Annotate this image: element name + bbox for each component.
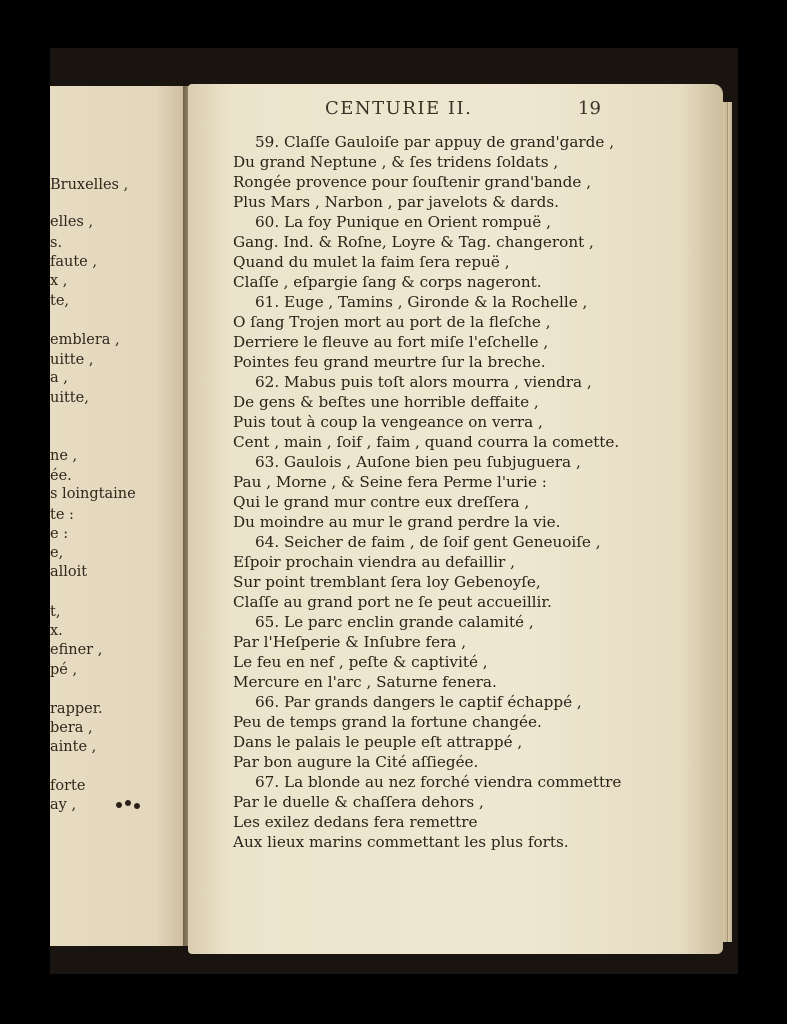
verse-line: Pau , Morne , & Seine fera Perme l'urie : (233, 473, 547, 491)
left-text-line: bera , (50, 720, 93, 736)
page-number: 19 (578, 98, 601, 119)
left-text-line: s. (50, 235, 63, 251)
left-text-line: ainte , (50, 739, 97, 755)
verse-line: Quand du mulet la faim ſera repuë , (233, 253, 510, 271)
verse-line: Eſpoir prochain viendra au defaillir , (233, 553, 515, 571)
left-text-line: t, (50, 604, 61, 620)
left-text-line: s loingtaine (50, 486, 136, 502)
left-text-line: Bruxelles , (50, 177, 129, 193)
left-page (50, 86, 185, 946)
verse-line: 67. La blonde au nez forché viendra commettre (255, 773, 622, 791)
left-text-line: elles , (50, 214, 94, 230)
verse-line: Claſſe au grand port ne ſe peut accueillir. (233, 593, 552, 611)
left-text-line: alloit (50, 564, 88, 580)
left-text-line: ne , (50, 448, 78, 464)
verse-line: Gang. Ind. & Roſne, Loyre & Tag. changeront , (233, 233, 594, 251)
verse-line: Puis tout à coup la vengeance on verra , (233, 413, 543, 431)
verse-line: Du moindre au mur le grand perdre la vie. (233, 513, 561, 531)
verse-line: 61. Euge , Tamins , Gironde & la Rochelle , (255, 293, 588, 311)
verse-line: Mercure en l'arc , Saturne fenera. (233, 673, 497, 691)
verse-line: Par le duelle & chaſſera dehors , (233, 793, 484, 811)
verse-line: 63. Gaulois , Auſone bien peu ſubjuguera , (255, 453, 581, 471)
verse-line: De gens & beſtes une horrible deffaite , (233, 393, 539, 411)
verse-line: Pointes feu grand meurtre ſur la breche. (233, 353, 546, 371)
verse-line: Plus Mars , Narbon , par javelots & dards. (233, 193, 560, 211)
left-text-line: te, (50, 293, 70, 309)
left-text-line: uitte , (50, 352, 94, 368)
verse-line: 60. La foy Punique en Orient rompuë , (255, 213, 551, 231)
verse-line: Derriere le fleuve au fort miſe l'eſchelle , (233, 333, 549, 351)
verse-line: Par bon augure la Cité aſſiegée. (233, 753, 479, 771)
verse-line: Sur point tremblant ſera loy Gebenoyſe, (233, 573, 541, 591)
ink-blot (116, 800, 144, 808)
verse-line: Peu de temps grand la fortune changée. (233, 713, 542, 731)
left-text-line: x. (50, 623, 63, 639)
left-text-line: ée. (50, 468, 72, 484)
left-text-line: emblera , (50, 332, 120, 348)
verse-line: Les exilez dedans fera remettre (233, 813, 478, 831)
left-text-line: uitte, (50, 390, 89, 406)
verse-line: Le feu en nef , peſte & captivité , (233, 653, 488, 671)
verse-line: O ſang Trojen mort au port de la fleſche , (233, 313, 551, 331)
left-text-line: pé , (50, 662, 78, 678)
verse-line: 62. Mabus puis toſt alors mourra , viendra , (255, 373, 592, 391)
right-page (188, 84, 723, 954)
left-text-line: faute , (50, 254, 97, 270)
left-text-line: forte (50, 778, 86, 794)
left-text-line: x , (50, 273, 68, 289)
verse-line: 64. Seicher de faim , de ſoif gent Geneuoiſe , (255, 533, 601, 551)
left-text-line: e : (50, 526, 69, 542)
left-text-line: e, (50, 545, 64, 561)
verse-line: Dans le palais le peuple eſt attrappé , (233, 733, 523, 751)
verse-line: 66. Par grands dangers le captif échappé , (255, 693, 582, 711)
verse-line: 59. Claſſe Gauloiſe par appuy de grand'garde , (255, 133, 615, 151)
left-text-line: a , (50, 370, 68, 386)
page-title: CENTURIE II. (325, 98, 473, 119)
verse-line: Qui le grand mur contre eux dreſſera , (233, 493, 530, 511)
verse-line: Par l'Heſperie & Inſubre fera , (233, 633, 467, 651)
left-text-line: efiner , (50, 642, 103, 658)
verse-line: Aux lieux marins commettant les plus forts. (233, 833, 569, 851)
left-text-line: rapper. (50, 701, 103, 717)
left-text-line: ay , (50, 797, 77, 813)
verse-line: Cent , main , ſoif , faim , quand courra la comette. (233, 433, 620, 451)
left-text-line: te : (50, 507, 74, 523)
verse-line: Rongée provence pour ſouſtenir grand'bande , (233, 173, 592, 191)
verse-line: 65. Le parc enclin grande calamité , (255, 613, 534, 631)
book-photo (50, 48, 738, 974)
verse-line: Claſſe , eſpargie ſang & corps nageront. (233, 273, 542, 291)
running-head (325, 98, 601, 124)
verse-line: Du grand Neptune , & ſes tridens ſoldats , (233, 153, 559, 171)
